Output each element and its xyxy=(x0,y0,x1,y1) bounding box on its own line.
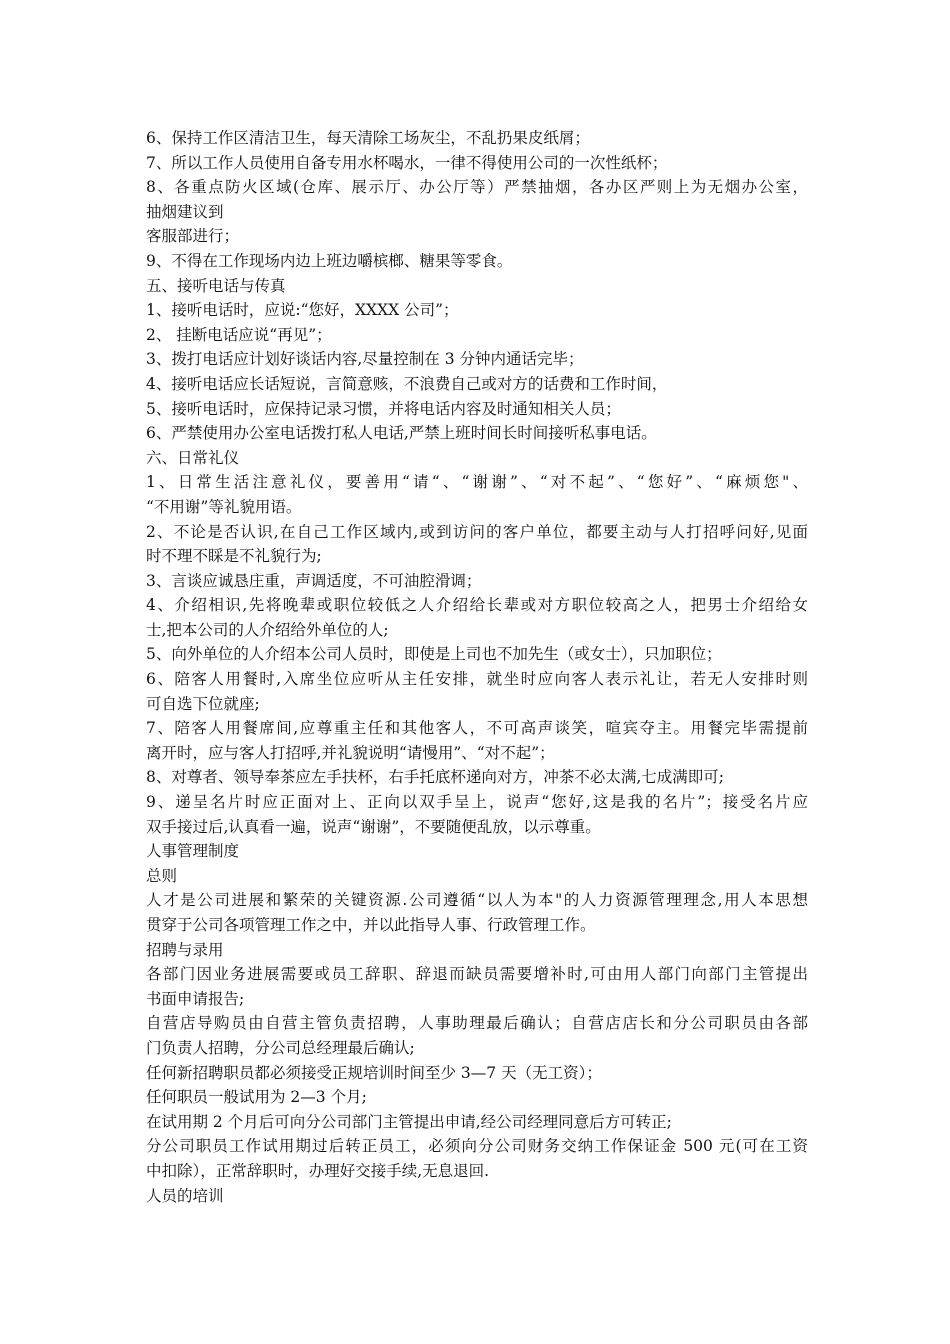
text-line: 贯穿于公司各项管理工作之中，并以此指导人事、行政管理工作。 xyxy=(146,916,596,934)
text-line: 招聘与录用 xyxy=(146,940,224,959)
text-line: 6、保持工作区清洁卫生，每天清除工场灰尘，不乱扔果皮纸屑； xyxy=(146,129,590,147)
text-line: 总则 xyxy=(146,866,178,885)
text-line: 中扣除），正常辞职时，办理好交接手续,无息退回. xyxy=(146,1161,490,1180)
text-line: 9、递呈名片时应正面对上、正向以双手呈上，说声“您好,这是我的名片”；接受名片应 xyxy=(146,793,808,812)
text-line: 7、所以工作人员使用自备专用水杯喝水，一律不得使用公司的一次性纸杯； xyxy=(146,153,668,172)
text-line: 各部门因业务进展需要或员工辞职、辞退而缺员需要增补时,可由用人部门向部门主管提出 xyxy=(146,965,808,984)
text-line: 门负责人招聘，分公司总经理最后确认; xyxy=(146,1038,415,1057)
text-line: 3、言谈应诚恳庄重，声调适度，不可油腔滑调； xyxy=(146,571,482,590)
text-line: 人员的培训 xyxy=(146,1186,224,1205)
text-line: 4、介绍相识,先将晚辈或职位较低之人介绍给长辈或对方职位较高之人，把男士介绍给女 xyxy=(146,596,808,615)
text-line: 1、日常生活注意礼仪，要善用“请“、“谢谢”、“对不起”、“您好”、“麻烦您"、 xyxy=(146,473,808,492)
text-line: 可自选下位就座; xyxy=(146,694,260,713)
text-line: 2、 挂断电话应说“再见”； xyxy=(146,325,332,344)
text-line: 时不理不睬是不礼貌行为; xyxy=(146,547,322,566)
text-line: 6、严禁使用办公室电话拨打私人电话,严禁上班时间长时间接听私事电话。 xyxy=(146,424,657,443)
text-line: 2、不论是否认识,在自己工作区域内,或到访问的客户单位，都要主动与人打招呼问好,见面 xyxy=(146,522,808,541)
text-line: 自营店导购员由自营主管负责招聘，人事助理最后确认；自营店店长和分公司职员由各部 xyxy=(146,1014,808,1033)
text-line: 7、陪客人用餐席间,应尊重主任和其他客人，不可高声谈笑，喧宾夺主。用餐完毕需提前 xyxy=(146,719,808,738)
text-line: 4、接听电话应长话短说，言简意赅，不浪费自己或对方的话费和工作时间， xyxy=(146,374,668,393)
text-line: “不用谢”等礼貌用语。 xyxy=(146,497,302,516)
text-line: 客服部进行； xyxy=(146,227,240,246)
text-line: 8、各重点防火区域(仓库、展示厅、办公厅等）严禁抽烟，各办区严则上为无烟办公室， xyxy=(146,178,808,197)
text-line: 在试用期 2 个月后可向分公司部门主管提出申请,经公司经理同意后方可转正; xyxy=(146,1112,672,1131)
text-line: 书面申请报告; xyxy=(146,989,245,1008)
text-line: 任何新招聘职员都必须接受正规培训时间至少 3—7 天（无工资）； xyxy=(146,1063,602,1082)
text-line: 1、接听电话时，应说:“您好，XXXX 公司”； xyxy=(146,301,459,320)
text-line: 抽烟建议到 xyxy=(146,202,224,221)
text-line: 人才是公司进展和繁荣的关键资源.公司遵循“以人为本"的人力资源管理理念,用人本思想 xyxy=(146,891,808,910)
text-line: 8、对尊者、领导奉茶应左手扶杯，右手托底杯递向对方，冲茶不必太满,七成满即可; xyxy=(146,768,725,787)
text-line: 五、接听电话与传真 xyxy=(146,276,286,295)
text-line: 5、接听电话时，应保持记录习惯，并将电话内容及时通知相关人员； xyxy=(146,399,621,418)
text-line: 离开时，应与客人打招呼,并礼貌说明“请慢用”、“对不起”； xyxy=(146,743,555,762)
text-line: 人事管理制度 xyxy=(146,842,240,861)
text-line: 3、拨打电话应计划好谈话内容,尽量控制在 3 分钟内通话完毕； xyxy=(146,350,584,369)
text-line: 5、向外单位的人介绍本公司人员时，即使是上司也不加先生（或女士），只加职位； xyxy=(146,645,722,664)
text-line: 六、日常礼仪 xyxy=(146,448,240,467)
document-body xyxy=(146,126,808,1208)
text-line: 任何职员一般试用为 2—3 个月; xyxy=(146,1088,367,1107)
text-line: 6、陪客人用餐时,入席坐位应听从主任安排，就坐时应向客人表示礼让，若无人安排时则 xyxy=(146,670,808,689)
text-line: 双手接过后,认真看一遍，说声“谢谢”，不要随便乱放，以示尊重。 xyxy=(146,817,601,836)
text-line: 士,把本公司的人介绍给外单位的人; xyxy=(146,620,389,639)
text-line: 9、不得在工作现场内边上班边嚼槟榔、糖果等零食。 xyxy=(146,251,513,270)
text-line: 分公司职员工作试用期过后转正员工，必须向分公司财务交纳工作保证金 500 元(可在工资 xyxy=(146,1137,808,1156)
